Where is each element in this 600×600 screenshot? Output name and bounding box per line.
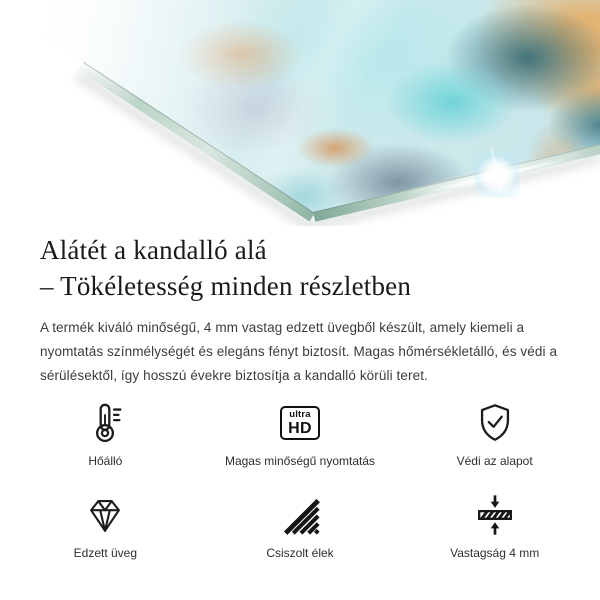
feature-print-quality <box>203 400 398 468</box>
beveled-edges-icon <box>277 492 323 538</box>
sparkle-core <box>474 152 520 198</box>
page-title-line1: Alátét a kandalló alá <box>40 235 267 265</box>
page-title-line2: – Tökéletesség minden részletben <box>40 271 412 301</box>
feature-protects-base <box>397 400 592 468</box>
feature-heat-resistant <box>8 400 203 468</box>
product-image <box>0 0 600 226</box>
feature-thickness <box>397 492 592 560</box>
content-area <box>0 226 600 560</box>
thermometer-icon <box>82 400 128 446</box>
shield-check-icon <box>472 400 518 446</box>
feature-label: Hőálló <box>88 454 123 468</box>
ultra-hd-text-bottom: HD <box>288 419 312 437</box>
feature-label: Magas minőségű nyomtatás <box>224 454 376 468</box>
thickness-arrows-icon <box>472 492 518 538</box>
ultra-hd-badge-icon <box>280 400 320 446</box>
page-title <box>40 226 560 304</box>
feature-label: Védi az alapot <box>456 454 533 468</box>
product-description: A termék kiváló minőségű, 4 mm vastag edzett üvegből készült, amely kiemeli a nyomtatás színmélységét és elegáns fényt biztosít. Magas hőmérsékletálló, és védi a sérülésektől, így hosszú évekre biztosítja a kandalló körüli teret. <box>40 320 558 383</box>
feature-label: Vastagság 4 mm <box>450 546 540 560</box>
feature-label: Csiszolt élek <box>266 546 334 560</box>
feature-label: Edzett üveg <box>73 546 138 560</box>
feature-tempered-glass <box>8 492 203 560</box>
diamond-icon <box>82 492 128 538</box>
feature-grid <box>8 400 592 560</box>
feature-polished-edges <box>203 492 398 560</box>
ultra-hd-text-top: ultra <box>289 409 311 421</box>
